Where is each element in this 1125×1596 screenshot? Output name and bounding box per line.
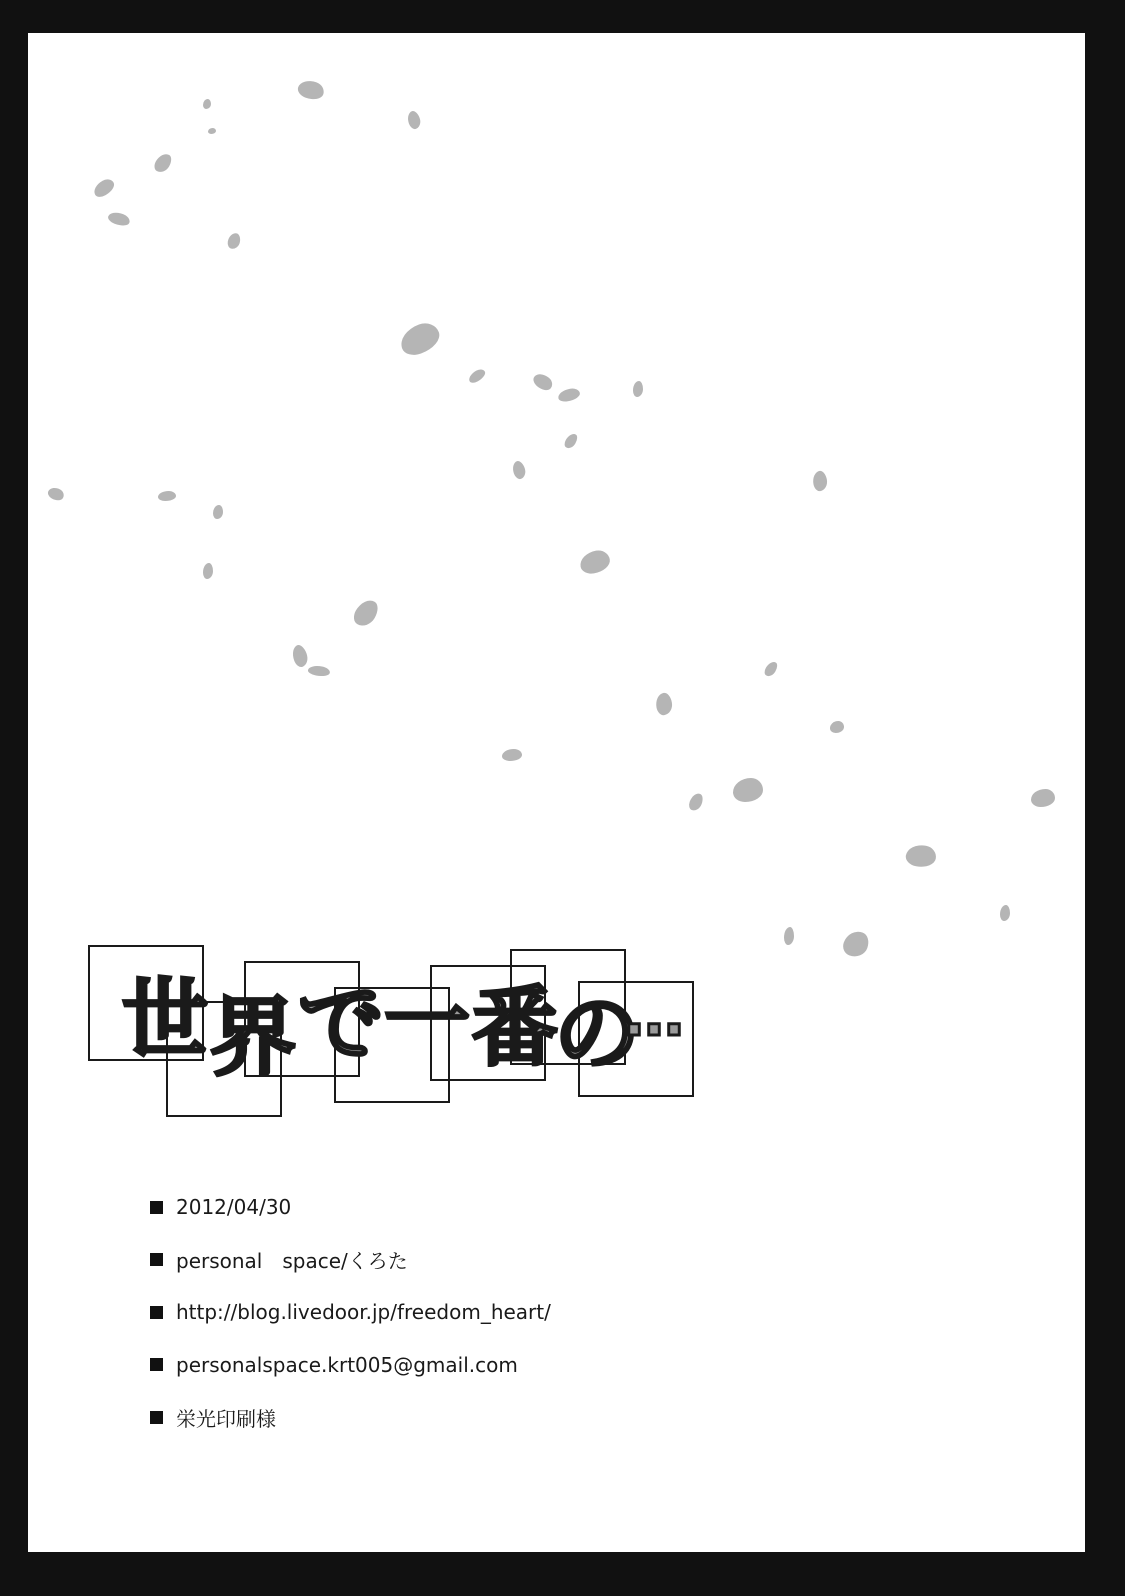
petal [91, 176, 117, 199]
petal [467, 367, 488, 385]
petal [208, 128, 216, 134]
petal [563, 432, 580, 451]
title-char: 界 [210, 988, 296, 1088]
petal [396, 319, 443, 359]
square-bullet-icon [150, 1201, 163, 1214]
back-cover-page [28, 33, 1085, 1552]
petal [784, 927, 794, 945]
petal [811, 470, 828, 492]
petal [203, 99, 211, 109]
petal [158, 491, 176, 501]
contact-email: personalspace.krt005@gmail.com [176, 1352, 518, 1377]
title-char: 一 [384, 972, 470, 1072]
petal [203, 563, 213, 579]
square-bullet-icon [150, 1253, 163, 1266]
colophon-date-row [150, 1181, 950, 1234]
title-char: で [298, 974, 384, 1074]
petal [654, 692, 674, 716]
petal [502, 749, 522, 761]
title-char: … [624, 980, 684, 1050]
colophon-email-row [150, 1339, 950, 1392]
petal [405, 109, 422, 130]
petal [830, 721, 844, 733]
colophon-info-list [150, 1181, 950, 1444]
petal [307, 664, 330, 678]
petal [227, 232, 242, 250]
colophon-printer-row [150, 1391, 950, 1444]
petal [510, 459, 527, 480]
petal [840, 928, 871, 961]
petal [46, 485, 66, 503]
petal [1000, 905, 1010, 921]
colophon-circle-row [150, 1234, 950, 1287]
printer-name: 栄光印刷様 [176, 1406, 276, 1431]
title-char: 世 [122, 970, 208, 1070]
petal [290, 643, 311, 668]
petal [531, 370, 555, 394]
square-bullet-icon [150, 1306, 163, 1319]
petal [213, 505, 223, 519]
square-bullet-icon [150, 1411, 163, 1424]
petal [557, 387, 581, 403]
petal [1031, 789, 1055, 807]
petal [633, 381, 643, 397]
petal [904, 843, 937, 870]
petal [578, 549, 611, 576]
title-char: 番 [472, 978, 558, 1078]
petal [687, 791, 704, 812]
petal [152, 151, 174, 175]
petal [296, 77, 327, 103]
colophon-url-row [150, 1286, 950, 1339]
petal [350, 596, 381, 630]
petal [763, 660, 780, 679]
petal [107, 210, 132, 229]
blog-url: http://blog.livedoor.jp/freedom_heart/ [176, 1300, 551, 1325]
circle-author: personal space/くろた [176, 1249, 408, 1274]
title-logo [84, 945, 704, 1145]
square-bullet-icon [150, 1358, 163, 1371]
petal [733, 778, 763, 802]
publication-date: 2012/04/30 [176, 1195, 292, 1220]
title-char: の [554, 984, 640, 1084]
